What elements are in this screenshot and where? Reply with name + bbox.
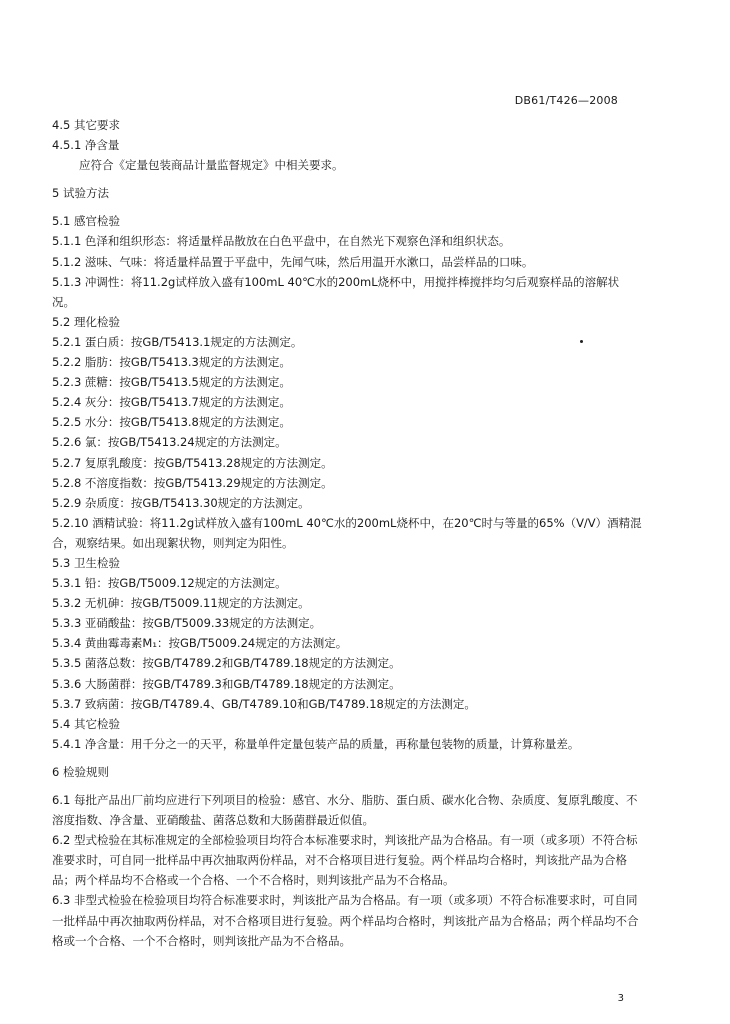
section-5-3-1: 5.3.1 铅：按GB/T5009.12规定的方法测定。 [52,576,287,591]
section-5-1-2: 5.1.2 滋味、气味：将适量样品置于平盘中，先闻气味，然后用温开水漱口，品尝样品的口味。 [52,254,534,269]
section-5-3-heading: 5.3 卫生检验 [52,555,120,570]
section-5-2-9: 5.2.9 杂质度：按GB/T5413.30规定的方法测定。 [52,495,310,510]
section-5-1-1: 5.1.1 色泽和组织形态：将适量样品散放在白色平盘中，在自然光下观察色泽和组织状态。 [52,234,511,249]
page-number: 3 [617,993,624,1004]
section-5-2-heading: 5.2 理化检验 [52,314,120,329]
section-5-heading: 5 试验方法 [52,186,109,201]
section-6-2: 6.2 型式检验在其标准规定的全部检验项目均符合本标准要求时，判该批产品为合格品。有一项（或多项）不符合标准要求时，可自同一批样品中再次抽取两份样品，对不合格项目进行复验。两个样品均合格时，判该批产品为合格品；两个样品均不合格或一个合格、一个不合格时，则判该批产品为不合格品。 [52,833,638,888]
section-5-2-8: 5.2.8 不溶度指数：按GB/T5413.29规定的方法测定。 [52,475,333,490]
section-5-2-5: 5.2.5 水分：按GB/T5413.8规定的方法测定。 [52,415,291,430]
document-code: DB61/T426—2008 [514,94,618,107]
stray-mark [580,340,583,343]
section-5-2-3: 5.2.3 蔗糖：按GB/T5413.5规定的方法测定。 [52,375,291,390]
section-5-4-heading: 5.4 其它检验 [52,716,120,731]
section-5-3-6: 5.3.6 大肠菌群：按GB/T4789.3和GB/T4789.18规定的方法测定。 [52,676,401,691]
section-5-2-7: 5.2.7 复原乳酸度：按GB/T5413.28规定的方法测定。 [52,455,333,470]
document-body [52,115,642,951]
section-5-3-4: 5.3.4 黄曲霉毒素M₁：按GB/T5009.24规定的方法测定。 [52,636,348,651]
section-5-2-10: 5.2.10 酒精试验：将11.2g试样放入盛有100mL 40℃水的200mL烧杯中，在20℃时与等量的65%（V/V）酒精混合，观察结果。如出现絮状物，则判定为阳性。 [52,515,642,550]
section-5-1-heading: 5.1 感官检验 [52,214,120,229]
section-5-1-3: 5.1.3 冲调性：将11.2g试样放入盛有100mL 40℃水的200mL烧杯中，用搅拌棒搅拌均匀后观察样品的溶解状况。 [52,274,620,309]
section-5-3-7: 5.3.7 致病菌：按GB/T4789.4、GB/T4789.10和GB/T4789.18规定的方法测定。 [52,696,476,711]
section-5-3-2: 5.3.2 无机砷：按GB/T5009.11规定的方法测定。 [52,596,310,611]
section-6-1: 6.1 每批产品出厂前均应进行下列项目的检验：感官、水分、脂肪、蛋白质、碳水化合物、杂质度、复原乳酸度、不溶度指数、净含量、亚硝酸盐、菌落总数和大肠菌群最近似值。 [52,793,638,828]
section-4-5-1-heading: 4.5.1 净含量 [52,138,120,153]
section-4-5-heading: 4.5 其它要求 [52,118,120,132]
section-5-2-4: 5.2.4 灰分：按GB/T5413.7规定的方法测定。 [52,395,291,410]
section-5-4-1: 5.4.1 净含量：用千分之一的天平，称量单件定量包装产品的质量，再称量包装物的质量，计算称量差。 [52,736,580,751]
section-5-2-6: 5.2.6 氯：按GB/T5413.24规定的方法测定。 [52,435,287,450]
section-5-2-1: 5.2.1 蛋白质：按GB/T5413.1规定的方法测定。 [52,334,303,349]
section-5-2-2: 5.2.2 脂肪：按GB/T5413.3规定的方法测定。 [52,355,291,370]
section-5-3-5: 5.3.5 菌落总数：按GB/T4789.2和GB/T4789.18规定的方法测定。 [52,656,401,671]
section-4-5-1-text: 应符合《定量包装商品计量监督规定》中相关要求。 [79,158,344,173]
section-5-3-3: 5.3.3 亚硝酸盐：按GB/T5009.33规定的方法测定。 [52,616,322,631]
section-6-heading: 6 检验规则 [52,764,109,779]
section-6-3: 6.3 非型式检验在检验项目均符合标准要求时，判该批产品为合格品。有一项（或多项）不符合标准要求时，可自同一批样品中再次抽取两份样品，对不合格项目进行复验。两个样品均合格时，判该批产品为合格品；两个样品均不合格或一个合格、一个不合格时，则判该批产品为不合格品。 [52,893,639,948]
